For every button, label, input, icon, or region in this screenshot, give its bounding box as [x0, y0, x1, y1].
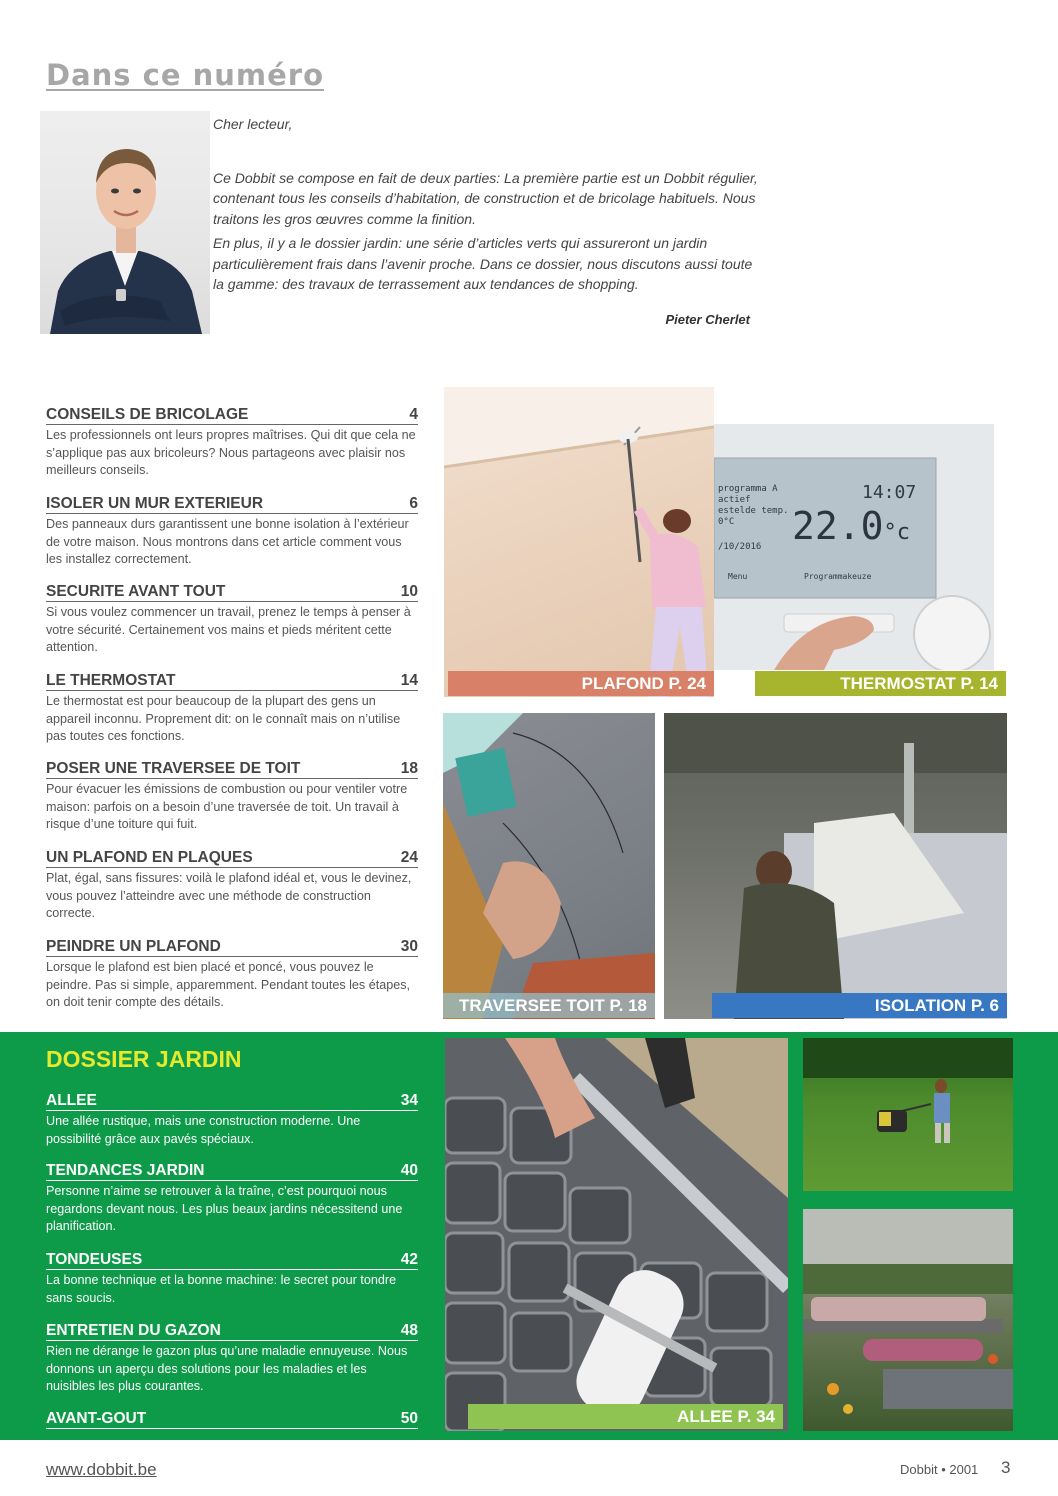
jardin-item-allee[interactable] [46, 1092, 418, 1148]
thermostat-time: 14:07 [862, 482, 917, 503]
toc-item-page: 14 [400, 672, 418, 689]
jardin-item-tondeuses[interactable] [46, 1251, 418, 1307]
toc-item-page: 4 [409, 406, 418, 423]
toc-item-page: 24 [400, 849, 418, 866]
toc-item-desc: Pour évacuer les émissions de combustion ou pour ventiler votre maison: parfois on a besoin d’une traversée de toit. Un travail à risque d’une toiture qui fuit. [46, 782, 408, 832]
traversee-photo [443, 713, 655, 1019]
temperature-unit: °c [883, 520, 911, 545]
caption-isolation[interactable]: ISOLATION P. 6 [712, 993, 1007, 1018]
screen-line-2: actief [718, 495, 751, 505]
signature: Pieter Cherlet [665, 312, 750, 327]
toc-item-page: 40 [400, 1162, 418, 1179]
painter-illustration [444, 387, 714, 697]
allee-photo [445, 1038, 788, 1431]
toc-item-desc: Lorsque le plafond est bien placé et poncé, vous pouvez le peindre. Pas si simple, apparemment. Pendant toutes les étapes, on doit tenir compte des détails. [46, 960, 411, 1010]
toc-item-title[interactable]: TONDEUSES [46, 1251, 143, 1268]
toc-item-plafond-plaques[interactable] [46, 849, 418, 923]
thermostat-date: /10/2016 [718, 542, 762, 552]
thermostat-screen-text [718, 484, 788, 528]
garden-bench-illustration [803, 1209, 1013, 1431]
toc-item-title[interactable]: AVANT-GOUT [46, 1410, 147, 1427]
toc-item-conseils[interactable] [46, 406, 418, 480]
plafond-photo [444, 387, 714, 697]
toc-item-page: 10 [400, 583, 418, 600]
editor-portrait-illustration [40, 111, 210, 334]
toc-item-peindre[interactable] [46, 938, 418, 1012]
footer-magazine-name: Dobbit • 2001 [900, 1462, 979, 1477]
intro-paragraph-1: Ce Dobbit se compose en fait de deux parties: La première partie est un Dobbit régulier, contenant tous les conseils d’habitation, de construction et de bricolage habituels. Nous traitons les gros œuvres comme la finition. [213, 169, 758, 227]
toc-item-page: 30 [400, 938, 418, 955]
toc-item-desc: Si vous voulez commencer un travail, prenez le temps à penser à votre sécurité. Certainement vos mains et pieds méritent cette attention. [46, 605, 411, 655]
toc-item-desc: Les professionnels ont leurs propres maîtrises. Qui dit que cela ne s’applique pas aux bricoleurs? Nous partageons avec plaisir nos meilleurs conseils. [46, 428, 416, 478]
temperature-value: 22.0 [792, 504, 884, 548]
toc-item-title[interactable]: POSER UNE TRAVERSEE DE TOIT [46, 760, 301, 777]
toc-item-desc: Des panneaux durs garantissent une bonne isolation à l’extérieur de votre maison. Nous montrons dans cet article comment vous les installez correctement. [46, 517, 409, 567]
dossier-jardin-title: DOSSIER JARDIN [46, 1046, 242, 1072]
caption-allee[interactable]: ALLEE P. 34 [468, 1404, 783, 1429]
toc-item-title[interactable]: PEINDRE UN PLAFOND [46, 938, 221, 955]
intro-text [213, 114, 758, 295]
toc-item-desc: Rien ne dérange le gazon plus qu’une maladie ennuyeuse. Nous donnons un aperçu des solutions pour les maladies et les nuisibles les plus courantes. [46, 1344, 408, 1394]
editor-portrait-photo [40, 111, 210, 334]
toc-item-page: 18 [400, 760, 418, 777]
intro-greeting: Cher lecteur, [213, 116, 293, 132]
jardin-item-gazon[interactable] [46, 1322, 418, 1396]
toc-item-traversee[interactable] [46, 760, 418, 834]
insulation-work-illustration [664, 713, 1007, 1019]
toc-item-title[interactable]: ISOLER UN MUR EXTERIEUR [46, 495, 264, 512]
toc-item-title[interactable]: UN PLAFOND EN PLAQUES [46, 849, 253, 866]
roof-work-illustration [443, 713, 655, 1019]
toc-item-title[interactable]: LE THERMOSTAT [46, 672, 176, 689]
thermostat-photo [714, 424, 994, 670]
paving-illustration [445, 1038, 788, 1431]
page-number: 3 [1001, 1458, 1011, 1477]
toc-item-securite[interactable] [46, 583, 418, 657]
toc-item-page: 34 [400, 1092, 418, 1109]
toc-item-page: 50 [400, 1410, 418, 1427]
toc-item-title[interactable]: SECURITE AVANT TOUT [46, 583, 226, 600]
thermostat-program-label: Programmakeuze [804, 572, 872, 581]
jardin-item-avant-gout[interactable] [46, 1410, 418, 1429]
screen-line-1: programma A [718, 484, 778, 494]
caption-thermostat[interactable]: THERMOSTAT P. 14 [755, 671, 1006, 696]
garden-bench-photo [803, 1209, 1013, 1431]
page-title: Dans ce numéro [46, 58, 325, 92]
toc-item-title[interactable]: TENDANCES JARDIN [46, 1162, 205, 1179]
toc-item-desc: La bonne technique et la bonne machine: le secret pour tondre sans soucis. [46, 1273, 397, 1305]
toc-item-isoler[interactable] [46, 495, 418, 569]
toc-item-title[interactable]: ALLEE [46, 1092, 97, 1109]
screen-line-3: estelde temp. [718, 506, 789, 516]
toc-item-page: 48 [400, 1322, 418, 1339]
toc-item-desc: Le thermostat est pour beaucoup de la plupart des gens un appareil inconnu. Proprement dit: on le connaît mais on n’utilise pas toutes ces fonctions. [46, 694, 401, 744]
thermostat-menu-label: Menu [728, 572, 748, 581]
toc-item-title[interactable]: ENTRETIEN DU GAZON [46, 1322, 221, 1339]
toc-item-desc: Personne n’aime se retrouver à la traîne, c’est pourquoi nous regardons devant nous. Les plus beaux jardins nécessitend une planification. [46, 1184, 403, 1234]
toc-item-desc: Plat, égal, sans fissures: voilà le plafond idéal et, vous le devinez, vous pouvez l’atteindre avec une méthode de construction correcte. [46, 871, 412, 921]
lawnmower-illustration [803, 1038, 1013, 1191]
lawnmower-photo [803, 1038, 1013, 1191]
toc-item-thermostat[interactable] [46, 672, 418, 746]
toc-item-title[interactable]: CONSEILS DE BRICOLAGE [46, 406, 249, 423]
thermostat-temperature [792, 504, 910, 548]
caption-plafond[interactable]: PLAFOND P. 24 [448, 671, 714, 696]
toc-item-page: 42 [400, 1251, 418, 1268]
caption-traversee[interactable]: TRAVERSEE TOIT P. 18 [443, 993, 655, 1018]
toc-item-page: 6 [409, 495, 418, 512]
toc-item-desc: Une allée rustique, mais une construction moderne. Une possibilité grâce aux pavés spéciaux. [46, 1114, 361, 1146]
intro-paragraph-2: En plus, il y a le dossier jardin: une série d’articles verts qui assureront un jardin particulièrement frais dans l’avenir proche. Dans ce dossier, nous discutons aussi toute la gamme: des travaux de terrassement aux tendances de shopping. [213, 235, 753, 292]
jardin-item-tendances[interactable] [46, 1162, 418, 1236]
screen-line-4: 0°C [718, 517, 735, 527]
footer-website-link[interactable]: www.dobbit.be [46, 1460, 157, 1479]
isolation-photo [664, 713, 1007, 1019]
